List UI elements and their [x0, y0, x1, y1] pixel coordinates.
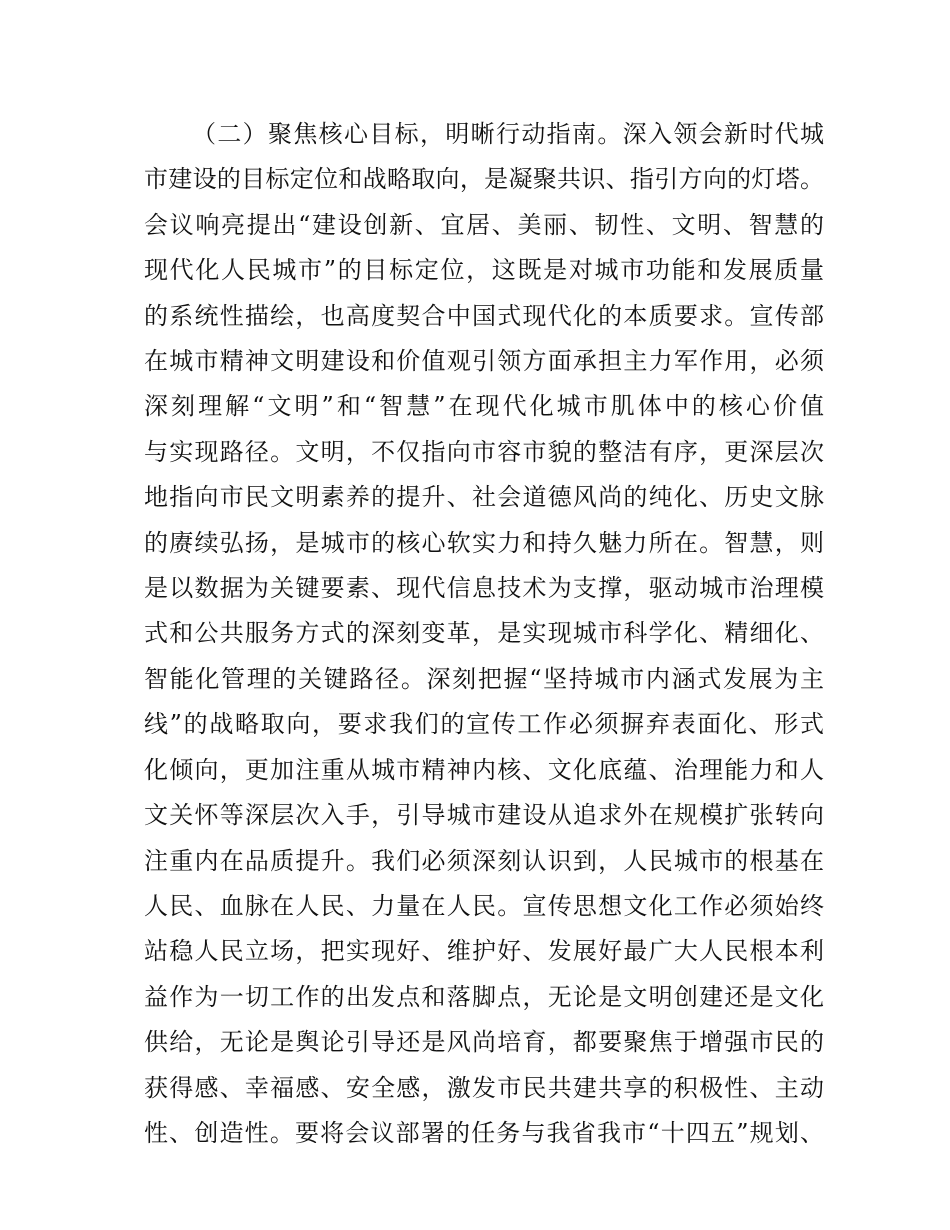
paragraph-line: 性、创造性。要将会议部署的任务与我省我市“十四五”规划、: [144, 1118, 824, 1147]
paragraph-line: 现代化人民城市”的目标定位，这既是对城市功能和发展质量: [144, 256, 824, 285]
paragraph-line: 式和公共服务方式的深刻变革，是实现城市科学化、精细化、: [144, 619, 824, 648]
paragraph-line: 化倾向，更加注重从城市精神内核、文化底蕴、治理能力和人: [144, 755, 824, 784]
paragraph-line: （二）聚焦核心目标，明晰行动指南。深入领会新时代城: [192, 120, 824, 148]
paragraph-line: 地指向市民文明素养的提升、社会道德风尚的纯化、历史文脉: [144, 483, 824, 512]
paragraph-line: 线”的战略取向，要求我们的宣传工作必须摒弃表面化、形式: [144, 710, 824, 739]
paragraph-line: 的系统性描绘，也高度契合中国式现代化的本质要求。宣传部: [144, 301, 824, 330]
paragraph-line: 在城市精神文明建设和价值观引领方面承担主力军作用，必须: [144, 347, 824, 376]
paragraph-line: 文关怀等深层次入手，引导城市建设从追求外在规模扩张转向: [144, 801, 824, 830]
paragraph-line: 与实现路径。文明，不仅指向市容市貌的整洁有序，更深层次: [144, 437, 824, 466]
paragraph-line: 是以数据为关键要素、现代信息技术为支撑，驱动城市治理模: [144, 574, 824, 603]
paragraph-line: 市建设的目标定位和战略取向，是凝聚共识、指引方向的灯塔。: [144, 165, 824, 194]
paragraph-line: 注重内在品质提升。我们必须深刻认识到，人民城市的根基在: [144, 846, 824, 875]
paragraph-line: 益作为一切工作的出发点和落脚点，无论是文明创建还是文化: [144, 982, 824, 1011]
paragraph-line: 站稳人民立场，把实现好、维护好、发展好最广大人民根本利: [144, 937, 824, 966]
paragraph-line: 会议响亮提出“建设创新、宜居、美丽、韧性、文明、智慧的: [144, 210, 824, 239]
paragraph-line: 获得感、幸福感、安全感，激发市民共建共享的积极性、主动: [144, 1073, 824, 1102]
paragraph-line: 的赓续弘扬，是城市的核心软实力和持久魅力所在。智慧，则: [144, 528, 824, 557]
paragraph-line: 供给，无论是舆论引导还是风尚培育，都要聚焦于增强市民的: [144, 1028, 824, 1057]
paragraph-line: 人民、血脉在人民、力量在人民。宣传思想文化工作必须始终: [144, 891, 824, 920]
paragraph-line: 深刻理解“文明”和“智慧”在现代化城市肌体中的核心价值: [144, 392, 824, 421]
body-paragraph: [144, 112, 824, 1156]
paragraph-line: 智能化管理的关键路径。深刻把握“坚持城市内涵式发展为主: [144, 664, 824, 693]
